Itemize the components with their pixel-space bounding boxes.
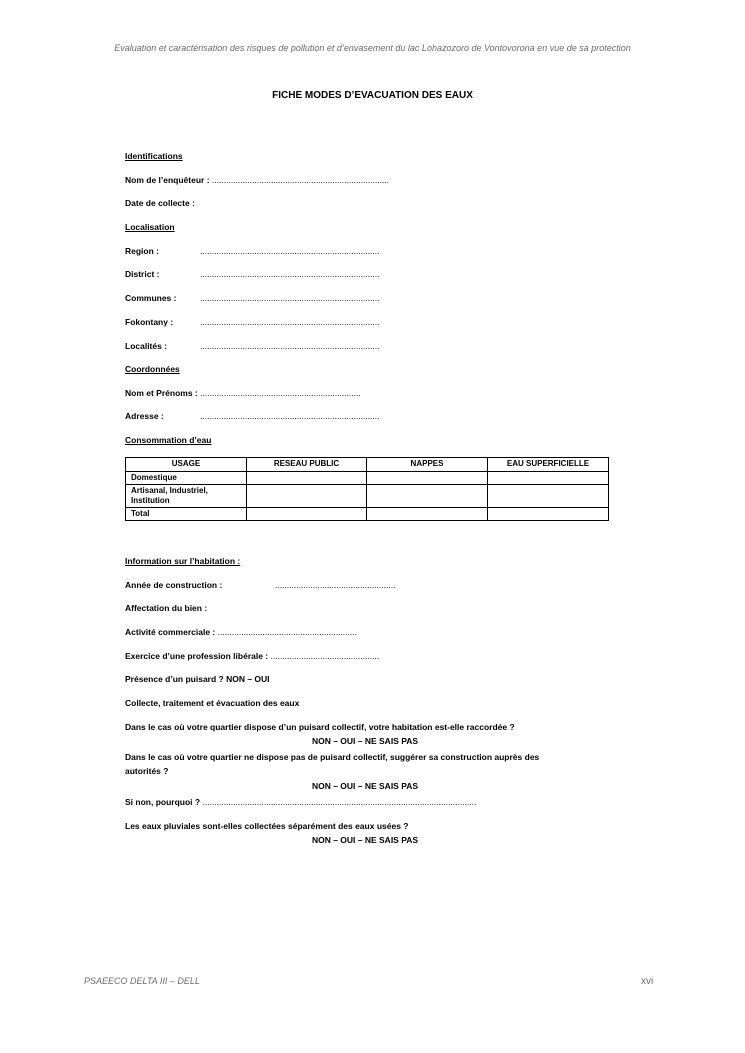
question-construction-line2: autorités ? (125, 766, 169, 776)
nom-prenoms-label: Nom et Prénoms : (125, 388, 198, 398)
annee-dots[interactable]: ................................................... (275, 580, 396, 590)
district-label: District : (125, 269, 160, 279)
table-row (126, 485, 609, 508)
footer-project-name: PSAEECO DELTA III – DELL (84, 976, 200, 986)
fokontany-dots[interactable]: ............................................................................ (200, 317, 380, 327)
question-raccordement: Dans le cas où votre quartier dispose d’un puisard collectif, votre habitation est-elle raccordée ? (125, 722, 515, 732)
col-nappes: NAPPES (367, 458, 488, 472)
document-title: FICHE MODES D’EVACUATION DES EAUX (272, 90, 473, 101)
profession-field[interactable] (125, 651, 379, 661)
annee-label: Année de construction : (125, 580, 223, 590)
enqueteur-field[interactable] (125, 175, 389, 185)
identification-heading: Identifications (125, 151, 183, 161)
enqueteur-dots: ........................................................................... (211, 175, 390, 185)
answer-raccordement: NON – OUI – NE SAIS PAS (311, 736, 419, 746)
col-reseau-public: RESEAU PUBLIC (247, 458, 367, 472)
table-cell[interactable] (247, 485, 367, 508)
table-cell[interactable] (488, 508, 609, 521)
activite-dots: ........................................................... (217, 627, 357, 637)
table-cell[interactable] (247, 472, 367, 485)
nom-prenoms-field[interactable] (125, 388, 361, 398)
sinon-dots: .................................................................................................................... (202, 797, 477, 807)
table-row (126, 472, 609, 485)
habitation-heading: Information sur l’habitation : (125, 556, 241, 566)
region-dots[interactable]: ............................................................................ (200, 246, 380, 256)
answer-construction: NON – OUI – NE SAIS PAS (311, 781, 419, 791)
sinon-field[interactable] (125, 797, 476, 807)
date-field-label: Date de collecte : (125, 198, 195, 208)
water-consumption-table (125, 457, 609, 521)
row-label-artisanal: Artisanal, Industriel, Institution (126, 485, 247, 508)
adresse-label: Adresse : (125, 411, 164, 421)
enqueteur-label: Nom de l’enquêteur : (125, 175, 210, 185)
communes-label: Communes : (125, 293, 177, 303)
activite-field[interactable] (125, 627, 357, 637)
consommation-heading: Consommation d’eau (125, 435, 212, 445)
table-cell[interactable] (247, 508, 367, 521)
page-number: xvi (641, 976, 654, 987)
running-header: Evaluation et caractérisation des risques de pollution et d’envasement du lac Lohazozoro de Vontovorona en vue de sa protection (114, 43, 631, 53)
localisation-heading: Localisation (125, 222, 175, 232)
table-cell[interactable] (488, 485, 609, 508)
col-usage: USAGE (126, 458, 247, 472)
profession-label: Exercice d’une profession libérale : (125, 651, 269, 661)
col-eau-superficielle: EAU SUPERFICIELLE (488, 458, 609, 472)
adresse-dots[interactable]: ............................................................................ (200, 411, 380, 421)
table-header-row (126, 458, 609, 472)
fokontany-label: Fokontany : (125, 317, 174, 327)
sinon-label: Si non, pourquoi ? (125, 797, 201, 807)
question-construction-line1: Dans le cas où votre quartier ne dispose pas de puisard collectif, suggérer sa construction auprès des (125, 752, 540, 762)
collecte-label: Collecte, traitement et évacuation des eaux (125, 698, 300, 708)
answer-eaux-pluviales: NON – OUI – NE SAIS PAS (311, 835, 419, 845)
district-dots[interactable]: ............................................................................ (200, 269, 380, 279)
localites-label: Localités : (125, 341, 168, 351)
question-eaux-pluviales: Les eaux pluviales sont-elles collectées séparément des eaux usées ? (125, 821, 409, 831)
table-row (126, 508, 609, 521)
table-cell[interactable] (367, 508, 488, 521)
puisard-question: Présence d’un puisard ? NON – OUI (125, 674, 270, 684)
communes-dots[interactable]: ............................................................................ (200, 293, 380, 303)
coordonnees-heading: Coordonnées (125, 364, 180, 374)
activite-label: Activité commerciale : (125, 627, 216, 637)
localites-dots[interactable]: ............................................................................ (200, 341, 380, 351)
table-cell[interactable] (488, 472, 609, 485)
nom-prenoms-dots: .................................................................... (200, 388, 361, 398)
row-label-domestique: Domestique (126, 472, 247, 485)
row-label-total: Total (126, 508, 247, 521)
region-label: Region : (125, 246, 159, 256)
profession-dots: .............................................. (270, 651, 380, 661)
table-cell[interactable] (367, 485, 488, 508)
table-cell[interactable] (367, 472, 488, 485)
affectation-label: Affectation du bien : (125, 603, 208, 613)
